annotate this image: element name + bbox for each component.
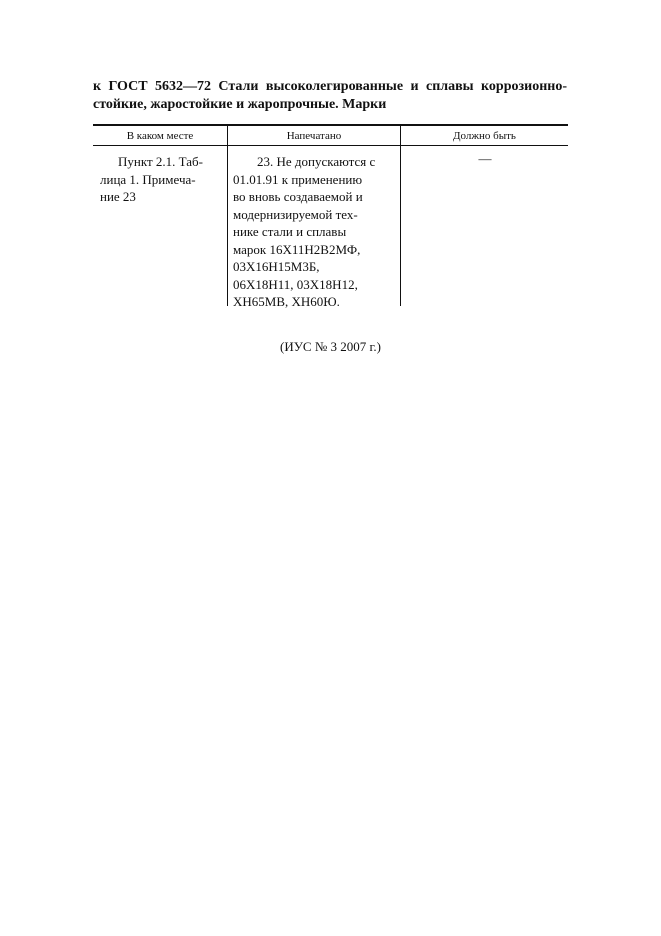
table-column-divider-2 [400, 125, 401, 306]
title-line-1: к ГОСТ 5632—72 Стали высоколегированные и сплавы коррозионно- [93, 79, 567, 94]
table-top-rule [93, 124, 568, 126]
cell-printed [233, 153, 393, 311]
printed-line: 03Х16Н15М3Б, [233, 259, 320, 274]
printed-line: во вновь создаваемой и [233, 189, 363, 204]
where-line: лица 1. Примеча- [100, 171, 196, 187]
printed-line: 23. Не допускаются с [257, 154, 376, 169]
printed-line: 01.01.91 к применению [233, 171, 363, 187]
title-line-2: стойкие, жаростойкие и жаропрочные. Марки [93, 97, 387, 112]
printed-line: нике стали и сплавы [233, 224, 347, 239]
header-where: В каком месте [126, 130, 194, 142]
cell-should-be: — [478, 151, 492, 166]
printed-line: модернизируемой тех- [233, 206, 358, 222]
printed-line: марок 16Х11Н2В2МФ, [233, 241, 361, 257]
where-line: ние 23 [100, 189, 136, 204]
document-title [93, 78, 567, 114]
footer-source: (ИУС № 3 2007 г.) [280, 339, 381, 354]
printed-line: 06Х18Н11, 03Х18Н12, [233, 276, 358, 292]
where-line: Пункт 2.1. Таб- [118, 154, 204, 169]
table-header-rule [93, 145, 568, 146]
cell-where [100, 153, 216, 206]
header-printed: Напечатано [286, 130, 342, 142]
printed-line: ХН65МВ, ХН60Ю. [233, 294, 340, 309]
header-should-be: Должно быть [453, 130, 516, 142]
table-column-divider-1 [227, 125, 228, 306]
